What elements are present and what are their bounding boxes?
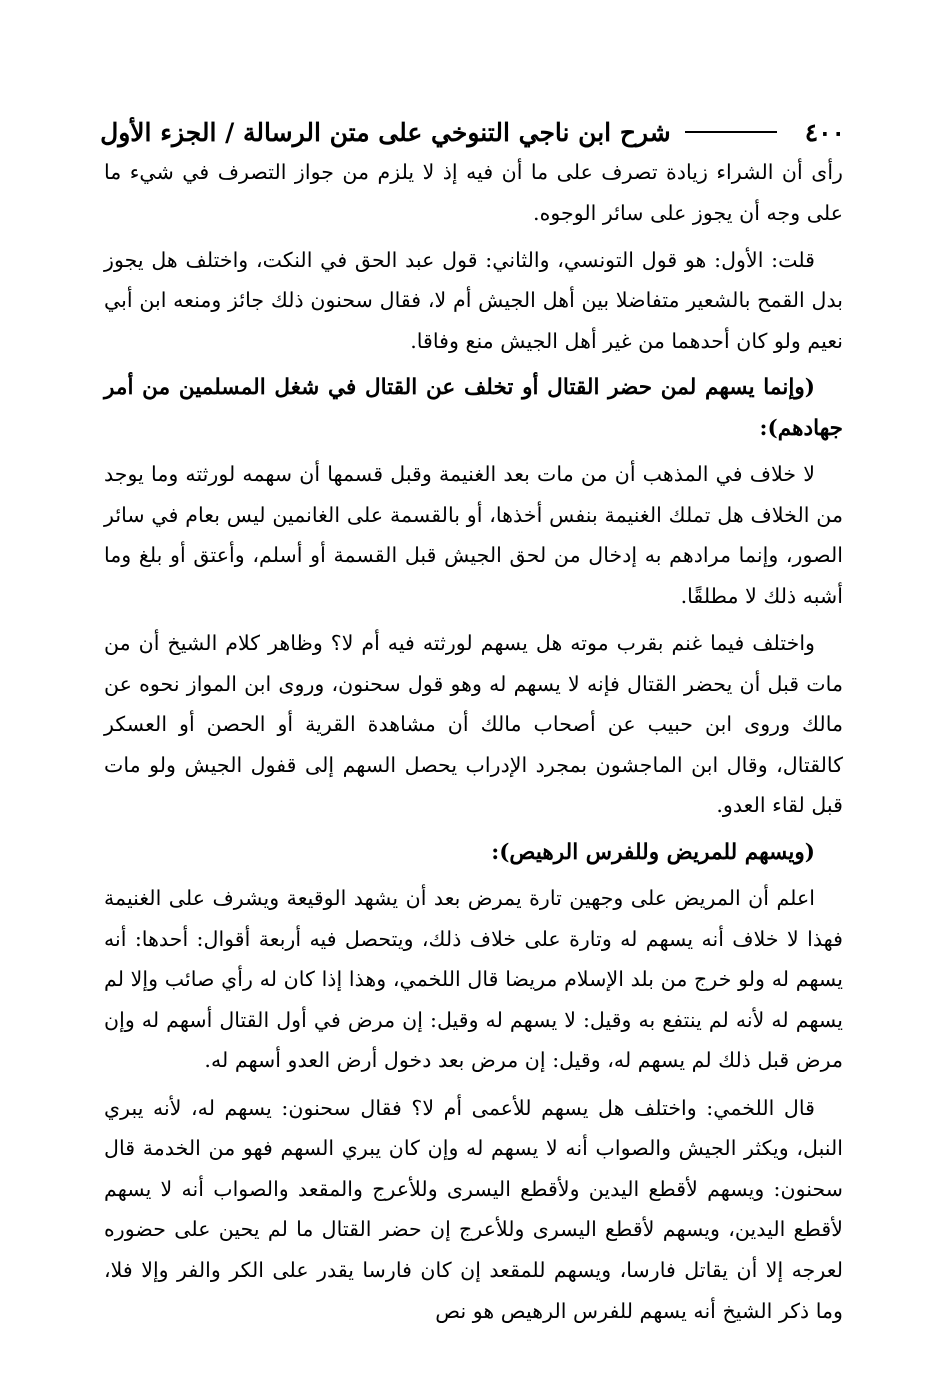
page-body <box>104 152 843 1338</box>
page-header <box>100 112 845 152</box>
paragraph: قلت: الأول: هو قول التونسي، والثاني: قول عبد الحق في النكت، واختلف هل يجوز بدل القمح بالشعير متفاضلا بين أهل الجيش أم لا، فقال سحنون ذلك جائز ومنعه ابن أبي نعيم ولو كان أحدهما من غير أهل الجيش منع وفاقا. <box>104 247 843 353</box>
paragraph: رأى أن الشراء زيادة تصرف على ما أن فيه إذ لا يلزم من جواز التصرف في شيء ما على وجه أن يجوز على سائر الوجوه. <box>104 160 843 225</box>
paragraph: واختلف فيما غنم بقرب موته هل يسهم لورثته فيه أم لا؟ وظاهر كلام الشيخ أن من مات قبل أن يحضر القتال فإنه لا يسهم له وهو قول سحنون، وروى ابن المواز نحوه عن مالك وروى ابن حبيب عن أصحاب مالك أن مشاهدة القرية أو الحصن أو العسكر كالقتال، وقال ابن الماجشون بمجرد الإدراب يحصل السهم إلى قفول الجيش ولو مات قبل لقاء العدو. <box>104 631 843 818</box>
section-heading: (ويسهم للمريض وللفرس الرهيص): <box>491 839 815 865</box>
section-heading: (وإنما يسهم لمن حضر القتال أو تخلف عن القتال في شغل المسلمين من أمر جهادهم): <box>104 374 843 441</box>
paragraph: لا خلاف في المذهب أن من مات بعد الغنيمة وقبل قسمها أن سهمه لورثته وما يوجد من الخلاف هل تملك الغنيمة بنفس أخذها، أو بالقسمة على الغانمين ليس بعام في سائر الصور، وإنما مرادهم به إدخال من لحق الجيش قبل القسمة أو أسلم، وأعتق أو بلغ وما أشبه ذلك لا مطلقًا. <box>104 462 843 608</box>
paragraph: قال اللخمي: واختلف هل يسهم للأعمى أم لا؟ فقال سحنون: يسهم له، لأنه يبري النبل، ويكثر الجيش والصواب أنه لا يسهم له وإن كان يبري السهم فهو من الخدمة قال سحنون: ويسهم لأقطع اليدين ولأقطع اليسرى وللأعرج والمقعد والصواب أنه لا يسهم لأقطع اليدين، ويسهم لأقطع اليسرى وللأعرج إن حضر القتال ما لم يحين على حضوره لعرجه إلا أن يقاتل فارسا، ويسهم للمقعد إن كان فارسا يقدر على الكر والفر وإلا فلا، وما ذكر الشيخ أنه يسهم للفرس الرهيص هو نص <box>104 1095 843 1323</box>
paragraph: اعلم أن المريض على وجهين تارة يمرض بعد أن يشهد الوقيعة ويشرف على الغنيمة فهذا لا خلاف أنه يسهم له وتارة على خلاف ذلك، ويتحصل فيه أربعة أقوال: أحدها: أنه يسهم له ولو خرج من بلد الإسلام مريضا قال اللخمي، وهذا إذا كان له رأي صائب وإلا لم يسهم له لأنه لم ينتفع به وقيل: لا يسهم له وقيل: إن مرض في أول القتال أسهم له وإن مرض قبل ذلك لم يسهم له، وقيل: إن مرض بعد دخول أرض العدو أسهم له. <box>104 886 843 1073</box>
header-rule <box>685 131 777 133</box>
running-title: شرح ابن ناجي التنوخي على متن الرسالة / الجزء الأول <box>100 117 671 147</box>
page-number: ٤٠٠ <box>804 117 845 147</box>
